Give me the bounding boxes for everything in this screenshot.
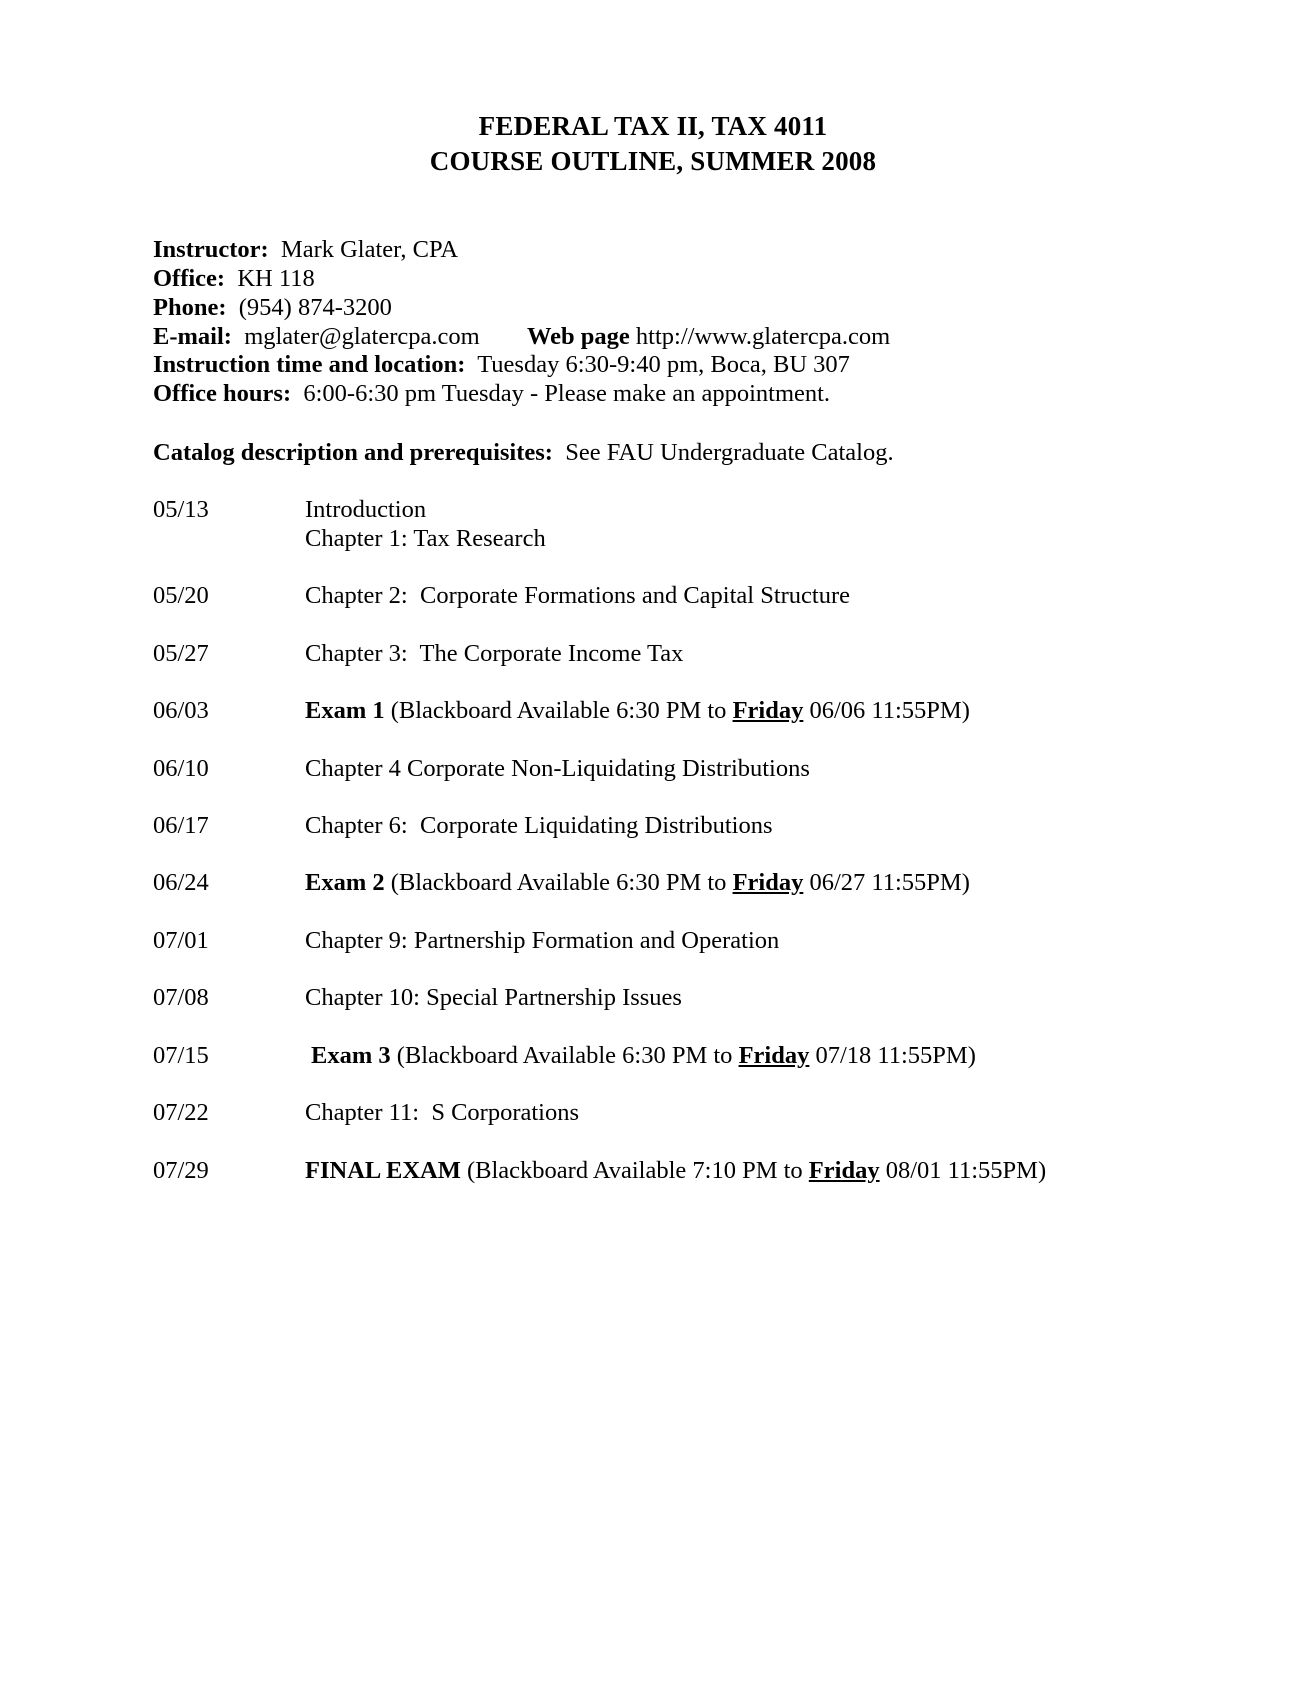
schedule-item-text: Chapter 2: Corporate Formations and Capital Structure xyxy=(305,582,851,609)
webpage-value: http://www.glatercpa.com xyxy=(635,323,891,350)
email-value: mglater@glatercpa.com xyxy=(244,323,480,350)
exam-due-day: Friday xyxy=(738,1042,810,1069)
exam-availability: (Blackboard Available 7:10 PM to xyxy=(460,1157,809,1184)
page-subtitle: COURSE OUTLINE, SUMMER 2008 xyxy=(429,146,877,176)
catalog-value: See FAU Undergraduate Catalog. xyxy=(565,439,894,466)
exam-title: FINAL EXAM xyxy=(305,1157,461,1184)
schedule-date: 07/22 xyxy=(153,1099,209,1126)
schedule-item-exam xyxy=(305,869,970,897)
phone-line xyxy=(153,294,392,322)
phone-label: Phone: xyxy=(153,294,227,321)
exam-due-day: Friday xyxy=(732,869,804,896)
instruction-value: Tuesday 6:30-9:40 pm, Boca, BU 307 xyxy=(477,351,850,378)
exam-due-time: 07/18 11:55PM) xyxy=(809,1042,976,1069)
office-label: Office: xyxy=(153,265,226,292)
schedule-date: 07/01 xyxy=(153,927,209,954)
office-value: KH 118 xyxy=(237,265,315,292)
webpage-label: Web page xyxy=(527,323,630,350)
schedule-date: 06/24 xyxy=(153,869,209,896)
page-title: FEDERAL TAX II, TAX 4011 xyxy=(478,111,828,141)
schedule-date: 05/20 xyxy=(153,582,209,609)
schedule-date: 05/27 xyxy=(153,640,209,667)
catalog-label: Catalog description and prerequisites: xyxy=(153,439,553,466)
office-hours-value: 6:00-6:30 pm Tuesday - Please make an appointment. xyxy=(303,380,831,407)
schedule-date: 05/13 xyxy=(153,496,209,523)
exam-due-time: 06/27 11:55PM) xyxy=(803,869,970,896)
schedule-date: 07/08 xyxy=(153,984,209,1011)
phone-value: (954) 874-3200 xyxy=(238,294,392,321)
schedule-item-text: Chapter 9: Partnership Formation and Operation xyxy=(305,927,780,954)
instruction-label: Instruction time and location: xyxy=(153,351,466,378)
instructor-label: Instructor: xyxy=(153,236,269,263)
exam-due-day: Friday xyxy=(808,1157,880,1184)
email-line xyxy=(153,323,480,351)
catalog-line xyxy=(153,439,894,467)
exam-due-time: 06/06 11:55PM) xyxy=(803,697,970,724)
exam-availability: (Blackboard Available 6:30 PM to xyxy=(390,1042,739,1069)
instructor-line xyxy=(153,236,458,264)
schedule-date: 06/17 xyxy=(153,812,209,839)
schedule-item-exam xyxy=(305,1157,1046,1185)
schedule-item-text: Chapter 10: Special Partnership Issues xyxy=(305,984,682,1011)
exam-due-day: Friday xyxy=(732,697,804,724)
webpage-line xyxy=(527,323,890,351)
schedule-item-exam xyxy=(311,1042,976,1070)
exam-title: Exam 1 xyxy=(305,697,385,724)
schedule-item-text: Chapter 3: The Corporate Income Tax xyxy=(305,640,684,667)
instructor-value: Mark Glater, CPA xyxy=(280,236,459,263)
email-label: E-mail: xyxy=(153,323,232,350)
schedule-date: 06/03 xyxy=(153,697,209,724)
schedule-date: 07/15 xyxy=(153,1042,209,1069)
exam-title: Exam 3 xyxy=(311,1042,391,1069)
exam-availability: (Blackboard Available 6:30 PM to xyxy=(384,697,733,724)
schedule-item-exam xyxy=(305,697,970,725)
office-line xyxy=(153,265,315,293)
schedule-item-text: Chapter 6: Corporate Liquidating Distributions xyxy=(305,812,773,839)
schedule-item-text: Introduction xyxy=(305,496,427,523)
office-hours-label: Office hours: xyxy=(153,380,292,407)
exam-due-time: 08/01 11:55PM) xyxy=(879,1157,1047,1184)
instruction-line xyxy=(153,351,850,379)
schedule-item-text: Chapter 11: S Corporations xyxy=(305,1099,580,1126)
office-hours-line xyxy=(153,380,830,408)
schedule-item-text: Chapter 4 Corporate Non-Liquidating Distributions xyxy=(305,755,810,782)
schedule-date: 07/29 xyxy=(153,1157,209,1184)
exam-availability: (Blackboard Available 6:30 PM to xyxy=(384,869,733,896)
schedule-item-text: Chapter 1: Tax Research xyxy=(305,525,546,552)
exam-title: Exam 2 xyxy=(305,869,385,896)
schedule-date: 06/10 xyxy=(153,755,209,782)
